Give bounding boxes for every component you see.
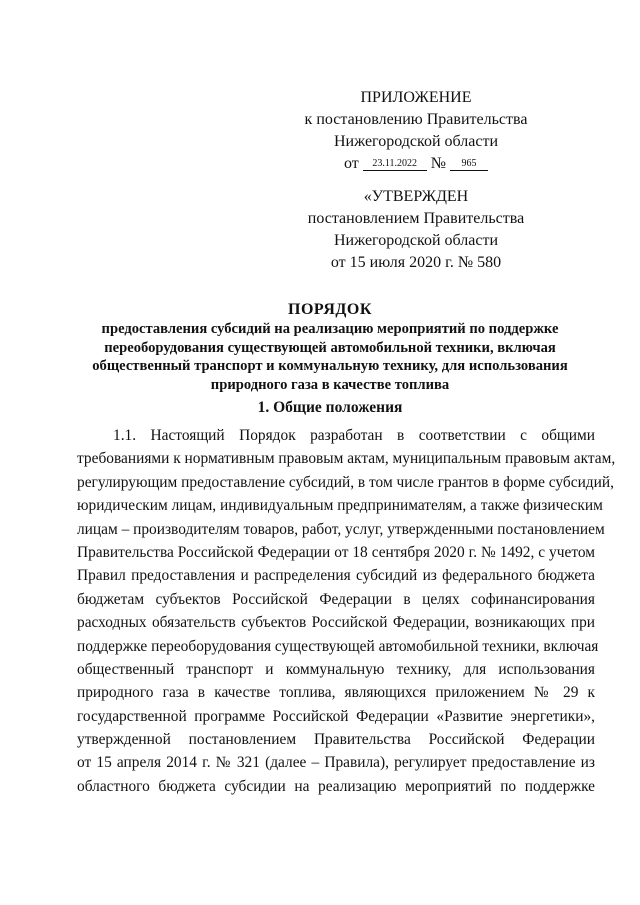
date-value: 23.11.2022 (363, 158, 427, 171)
approval-stamp (300, 186, 532, 274)
approved-line-3: Нижегородской области (333, 232, 498, 249)
appendix-header (300, 87, 532, 175)
section-heading: 1. Общие положения (257, 399, 403, 416)
number-value: 965 (450, 158, 488, 171)
approved-line-1: «УТВЕРЖДЕН (363, 188, 469, 205)
document-title (60, 300, 600, 394)
approved-line-2: постановлением Правительства (307, 210, 525, 227)
body-line: бюджетам субъектов Российской Федерации в целях софинансирования (77, 590, 595, 608)
body-line: юридическим лицам, индивидуальным предпринимателям, а также физическим (77, 497, 603, 515)
body-line: Правительства Российской Федерации от 18 сентября 2020 г. № 1492, с учетом (77, 543, 595, 561)
body-line: природного газа в качестве топлива, являющихся приложением № 29 к (77, 684, 595, 702)
body-line: регулирующим предоставление субсидий, в том числе грантов в форме субсидий, (77, 473, 614, 491)
body-line: требованиями к нормативным правовым актам, муниципальным правовым актам, (77, 450, 616, 468)
number-sign: № (430, 155, 447, 172)
appendix-title: ПРИЛОЖЕНИЕ (360, 89, 472, 106)
appendix-line-2: Нижегородской области (333, 133, 498, 150)
approved-line-4: от 15 июля 2020 г. № 580 (330, 254, 502, 271)
title-sub-line: общественный транспорт и коммунальную технику, для использования (92, 358, 568, 374)
title-main: ПОРЯДОК (288, 301, 372, 318)
body-line: поддержке переоборудования существующей автомобильной техники, включая (77, 637, 599, 655)
body-line: утвержденной постановлением Правительства Российской Федерации (77, 731, 595, 749)
title-sub-line: природного газа в качестве топлива (210, 376, 450, 393)
date-prefix: от (343, 155, 359, 172)
body-line: государственной программе Российской Федерации «Развитие энергетики», (77, 707, 595, 725)
body-line: лицам – производителям товаров, работ, услуг, утвержденными постановлением (77, 520, 605, 538)
body-line: Правил предоставления и распределения субсидий из федерального бюджета (77, 567, 595, 585)
appendix-line-1: к постановлению Правительства (304, 111, 528, 128)
body-line: 1.1. Настоящий Порядок разработан в соответствии с общими (113, 427, 595, 444)
title-sub-line: переоборудования существующей автомобильной техники, включая (104, 339, 556, 356)
body-line: расходных обязательств субъектов Российской Федерации, возникающих при (77, 614, 595, 632)
body-paragraph (77, 424, 616, 798)
title-sub-line: предоставления субсидий на реализацию мероприятий по поддержке (101, 321, 559, 337)
body-line: общественный транспорт и коммунальную технику, для использования (77, 660, 595, 678)
body-line: областного бюджета субсидии на реализацию мероприятий по поддержке (77, 777, 595, 795)
title-subtitle (60, 320, 600, 394)
body-line: от 15 апреля 2014 г. № 321 (далее – Правила), регулирует предоставление из (77, 754, 595, 772)
appendix-date-line (300, 153, 532, 175)
